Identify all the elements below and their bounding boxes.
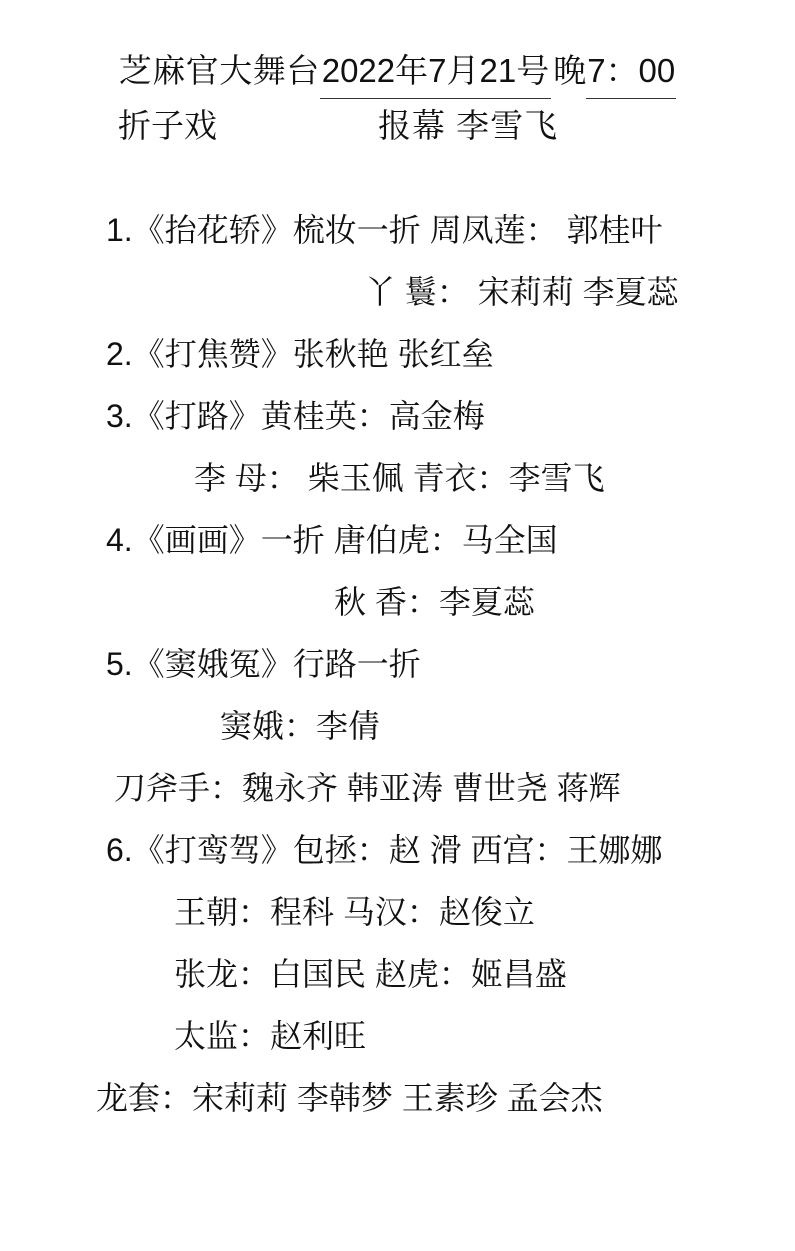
- program-line: 6.《打鸾驾》包拯：赵 滑 西宫：王娜娜: [106, 832, 663, 868]
- program-list: [34, 199, 761, 1129]
- program-type: 折子戏: [118, 107, 217, 144]
- program-line: 5.《窦娥冤》行路一折: [106, 646, 421, 682]
- program-line: 2.《打焦赞》张秋艳 张红垒: [106, 336, 494, 372]
- program-line: 王朝：程科 马汉：赵俊立: [174, 894, 535, 930]
- program-line: 张龙：白国民 赵虎：姬昌盛: [174, 956, 567, 992]
- program-line: 丫 鬟： 宋莉莉 李夏蕊: [364, 274, 679, 310]
- program-line: 秋 香：李夏蕊: [334, 584, 535, 620]
- program-line: 4.《画画》一折 唐伯虎：马全国: [106, 522, 558, 558]
- performance-time: 7：00: [586, 44, 676, 99]
- announcer: 报幕 李雪飞: [378, 107, 559, 144]
- subtitle-line: [34, 99, 761, 153]
- program-line: 李 母： 柴玉佩 青衣：李雪飞: [194, 460, 605, 496]
- program-line: 龙套：宋莉莉 李韩梦 王素珍 孟会杰: [96, 1080, 603, 1116]
- program-line: 1.《抬花轿》梳妆一折 周凤莲： 郭桂叶: [106, 212, 663, 248]
- title-line: [34, 44, 761, 99]
- document-header: [34, 44, 761, 153]
- program-line: 窦娥：李倩: [220, 708, 381, 744]
- program-line: 太监：赵利旺: [174, 1018, 367, 1054]
- performance-date: 2022年7月21号: [320, 44, 551, 99]
- program-line: 刀斧手：魏永齐 韩亚涛 曹世尧 蒋辉: [114, 770, 621, 806]
- program-line: 3.《打路》黄桂英：高金梅: [106, 398, 485, 434]
- time-label: 晚: [553, 52, 587, 89]
- venue-title: 芝麻官大舞台: [118, 52, 320, 89]
